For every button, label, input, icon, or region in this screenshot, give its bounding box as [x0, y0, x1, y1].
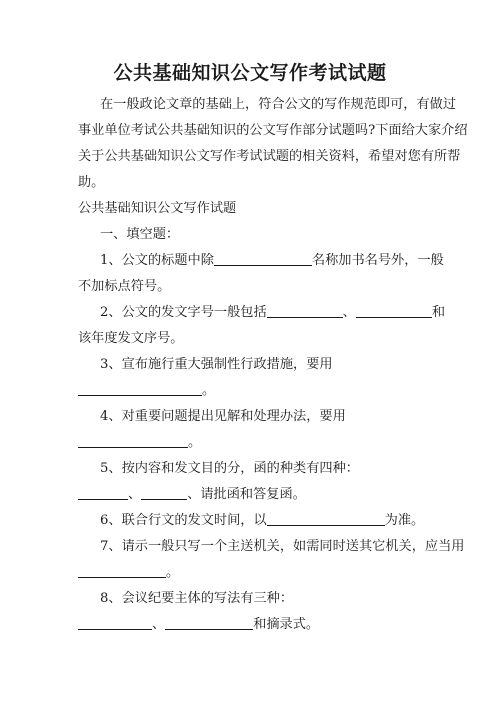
section-subtitle: 公共基础知识公文写作试题 — [78, 201, 237, 216]
question-3-end: 。 — [202, 383, 216, 398]
question-5-separator: 、 — [128, 487, 142, 502]
question-8-separator: 、 — [152, 617, 166, 632]
question-4: 4、对重要问题提出见解和处理办法，要用 — [100, 409, 346, 424]
question-2-continued: 该年度发文序号。 — [78, 331, 184, 346]
answer-blank — [78, 616, 152, 630]
intro-line-2: 事业单位考试公共基础知识的公文写作部分试题吗?下面给大家介绍 — [78, 123, 468, 138]
question-4-answer-line — [78, 434, 428, 452]
question-2 — [100, 304, 446, 322]
question-1-continued: 不加标点符号。 — [78, 279, 171, 294]
answer-blank — [141, 486, 187, 500]
question-1-text-a: 1、公文的标题中除 — [100, 253, 214, 268]
answer-blank — [78, 486, 128, 500]
question-5-answer-line — [78, 486, 428, 504]
answer-blank — [78, 434, 188, 448]
question-1 — [100, 252, 444, 270]
question-2-text-a: 2、公文的发文字号一般包括 — [100, 305, 267, 320]
answer-blank — [356, 304, 432, 318]
question-5-text-b: 、请批函和答复函。 — [187, 487, 306, 502]
question-8-text-b: 和摘录式。 — [253, 617, 320, 632]
question-5: 5、按内容和发文目的分，函的种类有四种： — [100, 461, 359, 476]
question-6-text-a: 6、联合行文的发文时间，以 — [100, 513, 267, 528]
answer-blank — [214, 252, 312, 266]
question-8-answer-line — [78, 616, 428, 634]
answer-blank — [267, 512, 385, 526]
answer-blank — [78, 382, 202, 396]
document-title: 公共基础知识公文写作考试试题 — [113, 62, 387, 84]
question-8: 8、会议纪要主体的写法有三种： — [100, 591, 294, 606]
question-2-separator: 、 — [342, 305, 356, 320]
question-7: 7、请示一般只写一个主送机关，如需同时送其它机关，应当用 — [100, 539, 465, 554]
question-1-text-b: 名称加书名号外，一般 — [311, 253, 444, 268]
section-heading: 一、填空题： — [100, 227, 180, 242]
question-7-answer-line — [78, 564, 428, 582]
question-6-text-b: 为准。 — [384, 513, 425, 528]
question-4-end: 。 — [188, 435, 202, 450]
intro-line-4: 助。 — [78, 175, 105, 190]
question-3: 3、宣布施行重大强制性行政措施，要用 — [100, 357, 333, 372]
intro-line-3: 关于公共基础知识公文写作考试试题的相关资料，希望对您有所帮 — [78, 149, 461, 164]
question-2-text-b: 和 — [431, 305, 446, 320]
question-7-end: 。 — [166, 565, 180, 580]
question-3-answer-line — [78, 382, 428, 400]
question-6 — [100, 512, 428, 530]
intro-line-1: 在一般政论文章的基础上，符合公文的写作规范即可，有做过 — [100, 97, 457, 112]
answer-blank — [267, 304, 343, 318]
answer-blank — [165, 616, 253, 630]
answer-blank — [78, 564, 166, 578]
